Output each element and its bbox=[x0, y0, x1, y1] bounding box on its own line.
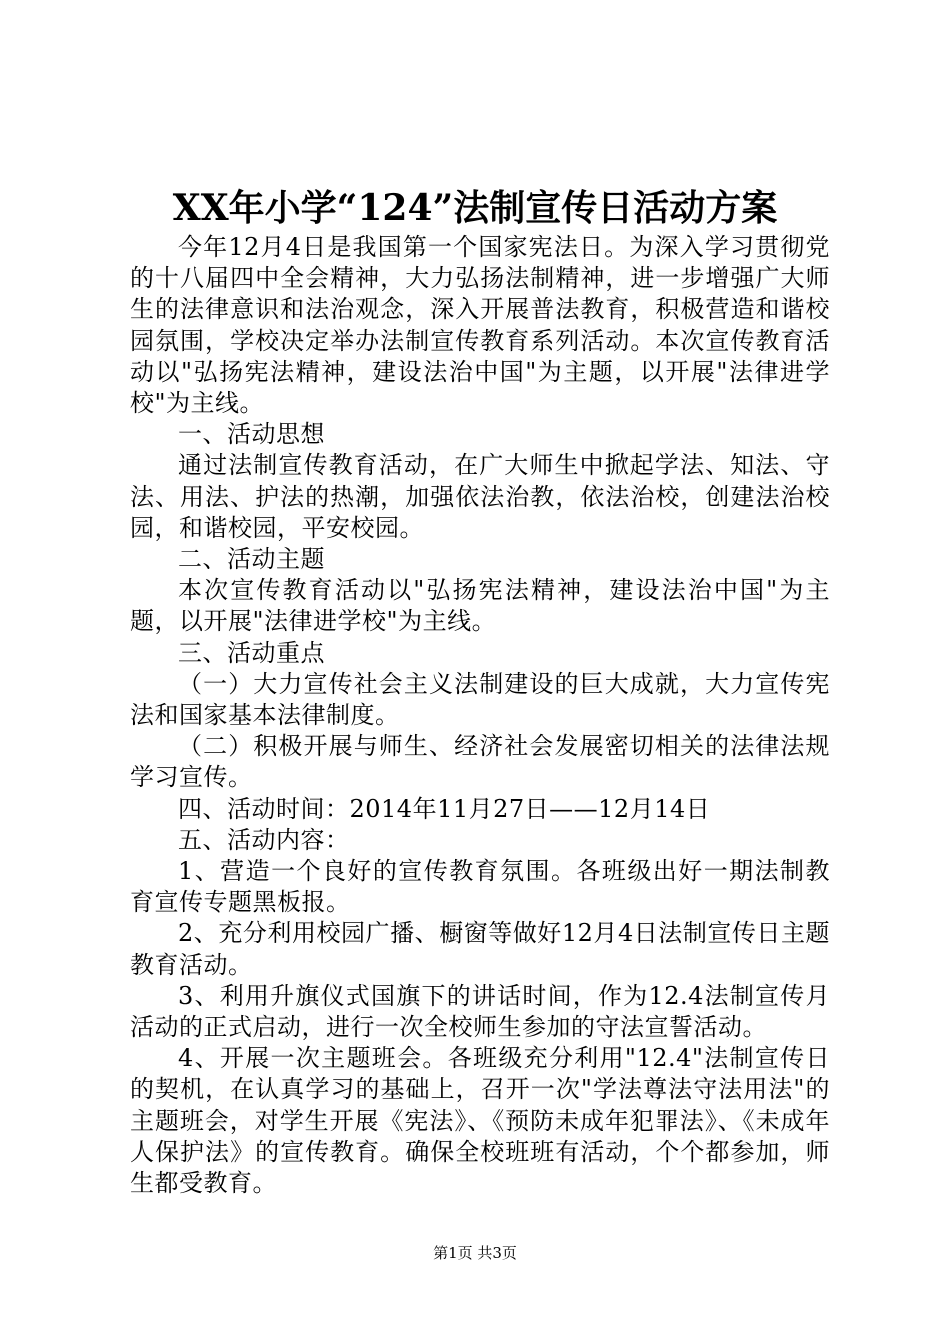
content-item-3: 3、利用升旗仪式国旗下的讲话时间，作为12.4法制宣传月活动的正式启动，进行一次全校师生参加的守法宣誓活动。 bbox=[130, 981, 830, 1042]
page-number-footer: 第1页 共3页 bbox=[433, 1244, 517, 1262]
focus-item-2: （二）积极开展与师生、经济社会发展密切相关的法律法规学习宣传。 bbox=[130, 732, 830, 792]
section-heading-activity-theme: 二、活动主题 bbox=[178, 545, 325, 574]
intro-paragraph: 今年12月4日是我国第一个国家宪法日。为深入学习贯彻党的十八届四中全会精神，大力弘扬法制精神，进一步增强广大师生的法律意识和法治观念，深入开展普法教育，积极营造和谐校园氛围，学校决定举办法制宣传教育系列活动。本次宣传教育活动以"弘扬宪法精神，建设法治中国"为主题，以开展"法律进学校"为主线。 bbox=[130, 233, 830, 418]
content-item-4: 4、开展一次主题班会。各班级充分利用"12.4"法制宣传日的契机，在认真学习的基础上，召开一次"学法尊法守法用法"的主题班会，对学生开展《宪法》、《预防未成年犯罪法》、《未成年人保护法》的宣传教育。确保全校班班有活动，个个都参加，师生都受教育。 bbox=[130, 1044, 830, 1198]
activity-theme-paragraph: 本次宣传教育活动以"弘扬宪法精神，建设法治中国"为主题，以开展"法律进学校"为主线。 bbox=[130, 576, 830, 636]
section-heading-activity-focus: 三、活动重点 bbox=[178, 638, 325, 667]
section-heading-activity-content: 五、活动内容： bbox=[178, 825, 350, 854]
focus-item-1: （一）大力宣传社会主义法制建设的巨大成就，大力宣传宪法和国家基本法律制度。 bbox=[130, 669, 830, 730]
document-body bbox=[130, 232, 830, 1199]
activity-idea-paragraph: 通过法制宣传教育活动，在广大师生中掀起学法、知法、守法、用法、护法的热潮，加强依法治教，依法治校，创建法治校园，和谐校园，平安校园。 bbox=[130, 451, 830, 542]
section-heading-activity-time: 四、活动时间：2014年11月27日——12月14日 bbox=[178, 794, 711, 823]
document-title: XX年小学“124”法制宣传日活动方案 bbox=[172, 187, 778, 229]
content-item-2: 2、充分利用校园广播、橱窗等做好12月4日法制宣传日主题教育活动。 bbox=[130, 919, 830, 979]
section-heading-activity-idea: 一、活动思想 bbox=[178, 420, 325, 449]
content-item-1: 1、营造一个良好的宣传教育氛围。各班级出好一期法制教育宣传专题黑板报。 bbox=[130, 857, 830, 917]
